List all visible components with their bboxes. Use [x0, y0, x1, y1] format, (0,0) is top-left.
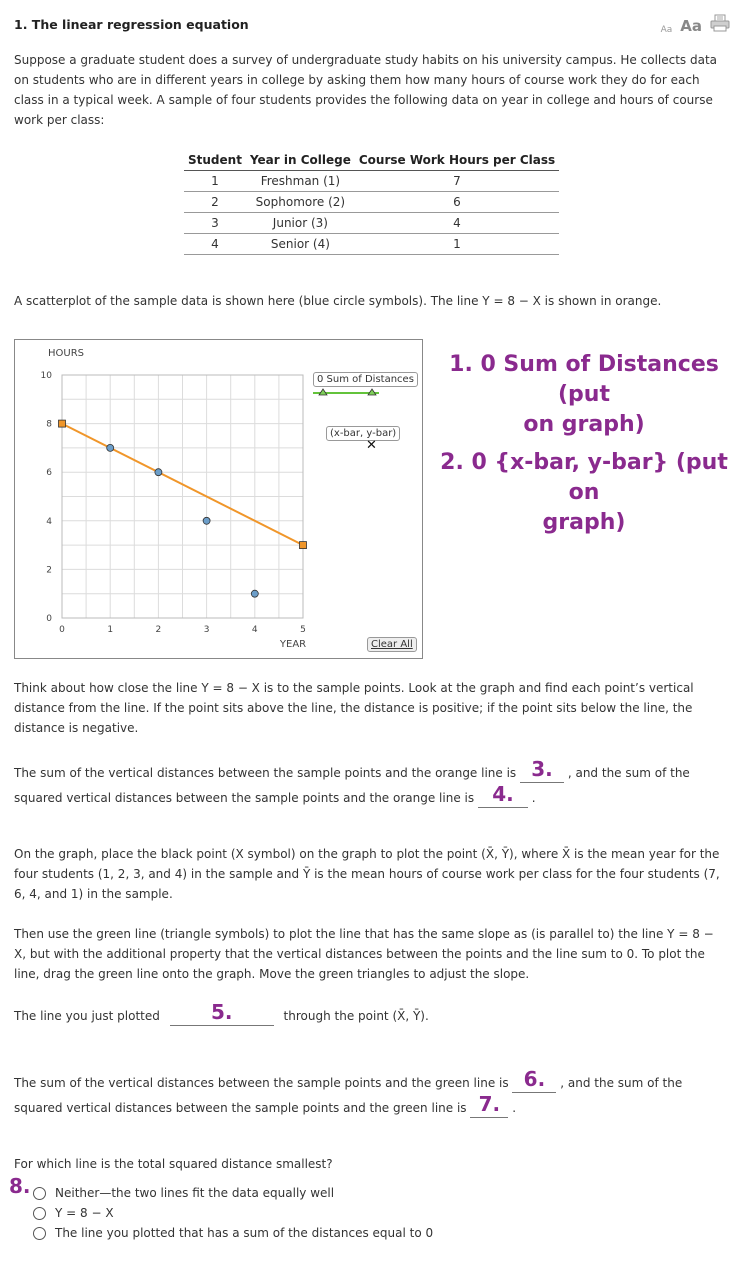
y-tick-label: 2 [46, 565, 52, 576]
q8-marker: 8. [9, 1174, 31, 1198]
x-tick-label: 3 [203, 625, 210, 635]
q34-end: . [531, 791, 536, 805]
q34-text: The sum of the vertical distances between the sample points and the orange line is [14, 766, 517, 780]
data-point [107, 444, 114, 451]
radio-option[interactable] [33, 1223, 433, 1243]
q5-text-2: through the point (X̄, Ȳ). [283, 1009, 429, 1023]
blank-4-label: 4. [492, 782, 514, 806]
data-point [203, 517, 210, 524]
green-line-tool[interactable] [311, 387, 381, 397]
blank-7-label: 7. [478, 1092, 501, 1116]
question-6-7 [14, 1068, 724, 1118]
table-header: Year in College [246, 150, 355, 171]
radio-option[interactable] [33, 1183, 433, 1203]
answer-blank-6[interactable] [512, 1068, 556, 1093]
answer-blank-7[interactable] [470, 1093, 508, 1118]
question-8-prompt: For which line is the total squared distance smallest? [14, 1157, 333, 1171]
table-cell: Sophomore (2) [246, 192, 355, 213]
table-cell: 6 [355, 192, 559, 213]
data-table [184, 150, 559, 255]
radio-option[interactable] [33, 1203, 433, 1223]
table-cell: 1 [184, 171, 246, 192]
table-cell: 7 [355, 171, 559, 192]
sum-of-distances-legend: 0 Sum of Distances [313, 372, 418, 387]
xbar-ybar-legend: (x-bar, y-bar) [326, 426, 400, 441]
x-tick-label: 2 [155, 625, 162, 635]
q67-text-3: squared vertical distances between the sample points and the green line is [14, 1101, 467, 1115]
printer-icon[interactable] [710, 14, 730, 35]
question-title: 1. The linear regression equation [14, 17, 249, 32]
orange-line-handle [59, 420, 66, 427]
q34-text-3: squared vertical distances between the sample points and the orange line is [14, 791, 475, 805]
table-cell: 4 [355, 213, 559, 234]
question-5 [14, 1001, 724, 1026]
intro-paragraph: Suppose a graduate student does a survey of undergraduate study habits on his university campus. He collects data on students who are in different years in college by asking them how many hours of course work they do for each class in a typical week. A sample of four students provides the following data on year in college and hours of course work per class: [14, 53, 718, 127]
table-cell: Junior (3) [246, 213, 355, 234]
q5-text: The line you just plotted [14, 1009, 160, 1023]
annotation-2-line1: 2. 0 {x-bar, y-bar} (put on [440, 450, 728, 505]
blank-6-label: 6. [523, 1067, 546, 1091]
y-tick-label: 10 [40, 371, 52, 381]
scatter-caption: A scatterplot of the sample data is shown here (blue circle symbols). The line Y = 8 − X is shown in orange. [14, 294, 662, 308]
radio-button-icon[interactable] [33, 1207, 46, 1220]
annotation-2-line2: graph) [542, 510, 626, 535]
q34-text-2: , and the sum of the [567, 766, 690, 780]
green-line-paragraph: Then use the green line (triangle symbols) to plot the line that has the same slope as (is parallel to) the line Y = 8 − X, but with the additional property that the vertical distances between the points and the line sum to 0. To plot the line, drag the green line onto the graph. Move the green triangles to adjust the slope. [14, 927, 714, 981]
table-cell: Freshman (1) [246, 171, 355, 192]
x-tick-label: 4 [251, 625, 258, 635]
blank-5-label: 5. [210, 1000, 233, 1024]
y-tick-label: 8 [46, 419, 52, 430]
annotation-1-line1: 1. 0 Sum of Distances (put [449, 352, 719, 407]
table-cell: Senior (4) [246, 234, 355, 255]
table-header: Course Work Hours per Class [355, 150, 559, 171]
radio-button-icon[interactable] [33, 1187, 46, 1200]
y-tick-label: 0 [46, 614, 52, 624]
font-decrease-button[interactable]: Aa [660, 25, 673, 35]
font-increase-button[interactable]: Aa [680, 17, 702, 35]
table-cell: 3 [184, 213, 246, 234]
y-tick-label: 4 [46, 516, 52, 527]
graph-panel [14, 339, 423, 659]
x-tick-label: 0 [59, 625, 65, 635]
q67-text-2: , and the sum of the [560, 1076, 683, 1090]
q67-text: The sum of the vertical distances between the sample points and the green line is [14, 1076, 509, 1090]
place-point-paragraph: On the graph, place the black point (X symbol) on the graph to plot the point (X̄, Ȳ), where X̄ is the mean year for the four students (1, 2, 3, and 4) in the sample and Ȳ is the mean hours of course work per class for the four students (7, 6, 4, and 1) in the sample. [14, 847, 720, 901]
answer-blank-3[interactable] [520, 758, 564, 783]
x-tick-label: 5 [300, 625, 306, 635]
table-row [184, 213, 559, 234]
think-paragraph: Think about how close the line Y = 8 − X is to the sample points. Look at the graph and find each point’s vertical distance from the line. If the point sits above the line, the distance is positive; if the point sits below the line, the distance is negative. [14, 681, 694, 735]
radio-button-icon[interactable] [33, 1227, 46, 1240]
y-tick-label: 6 [46, 468, 52, 479]
table-row [184, 234, 559, 255]
radio-label: Y = 8 − X [55, 1206, 114, 1220]
blank-3-label: 3. [531, 757, 553, 781]
x-axis-label: YEAR [279, 639, 307, 650]
table-cell: 4 [184, 234, 246, 255]
table-header: Student [184, 150, 246, 171]
answer-blank-5[interactable] [170, 1001, 274, 1026]
toolbar [661, 14, 730, 35]
x-point-icon[interactable]: ✕ [366, 438, 377, 453]
orange-line-handle [300, 542, 307, 549]
q67-end: . [512, 1101, 517, 1115]
q8-options [33, 1183, 433, 1243]
clear-all-button[interactable]: Clear All [367, 637, 417, 652]
radio-label: The line you plotted that has a sum of the distances equal to 0 [55, 1226, 434, 1240]
y-axis-label: HOURS [48, 348, 85, 359]
table-cell: 1 [355, 234, 559, 255]
annotation-2 [424, 448, 744, 538]
table-cell: 2 [184, 192, 246, 213]
data-point [251, 590, 258, 597]
table-row [184, 192, 559, 213]
table-row [184, 171, 559, 192]
annotation-1 [424, 350, 744, 440]
answer-blank-4[interactable] [478, 783, 528, 808]
data-point [155, 469, 162, 476]
question-3-4 [14, 758, 724, 808]
radio-label: Neither—the two lines fit the data equally well [55, 1186, 335, 1200]
annotation-1-line2: on graph) [523, 412, 645, 437]
x-tick-label: 1 [107, 625, 114, 635]
